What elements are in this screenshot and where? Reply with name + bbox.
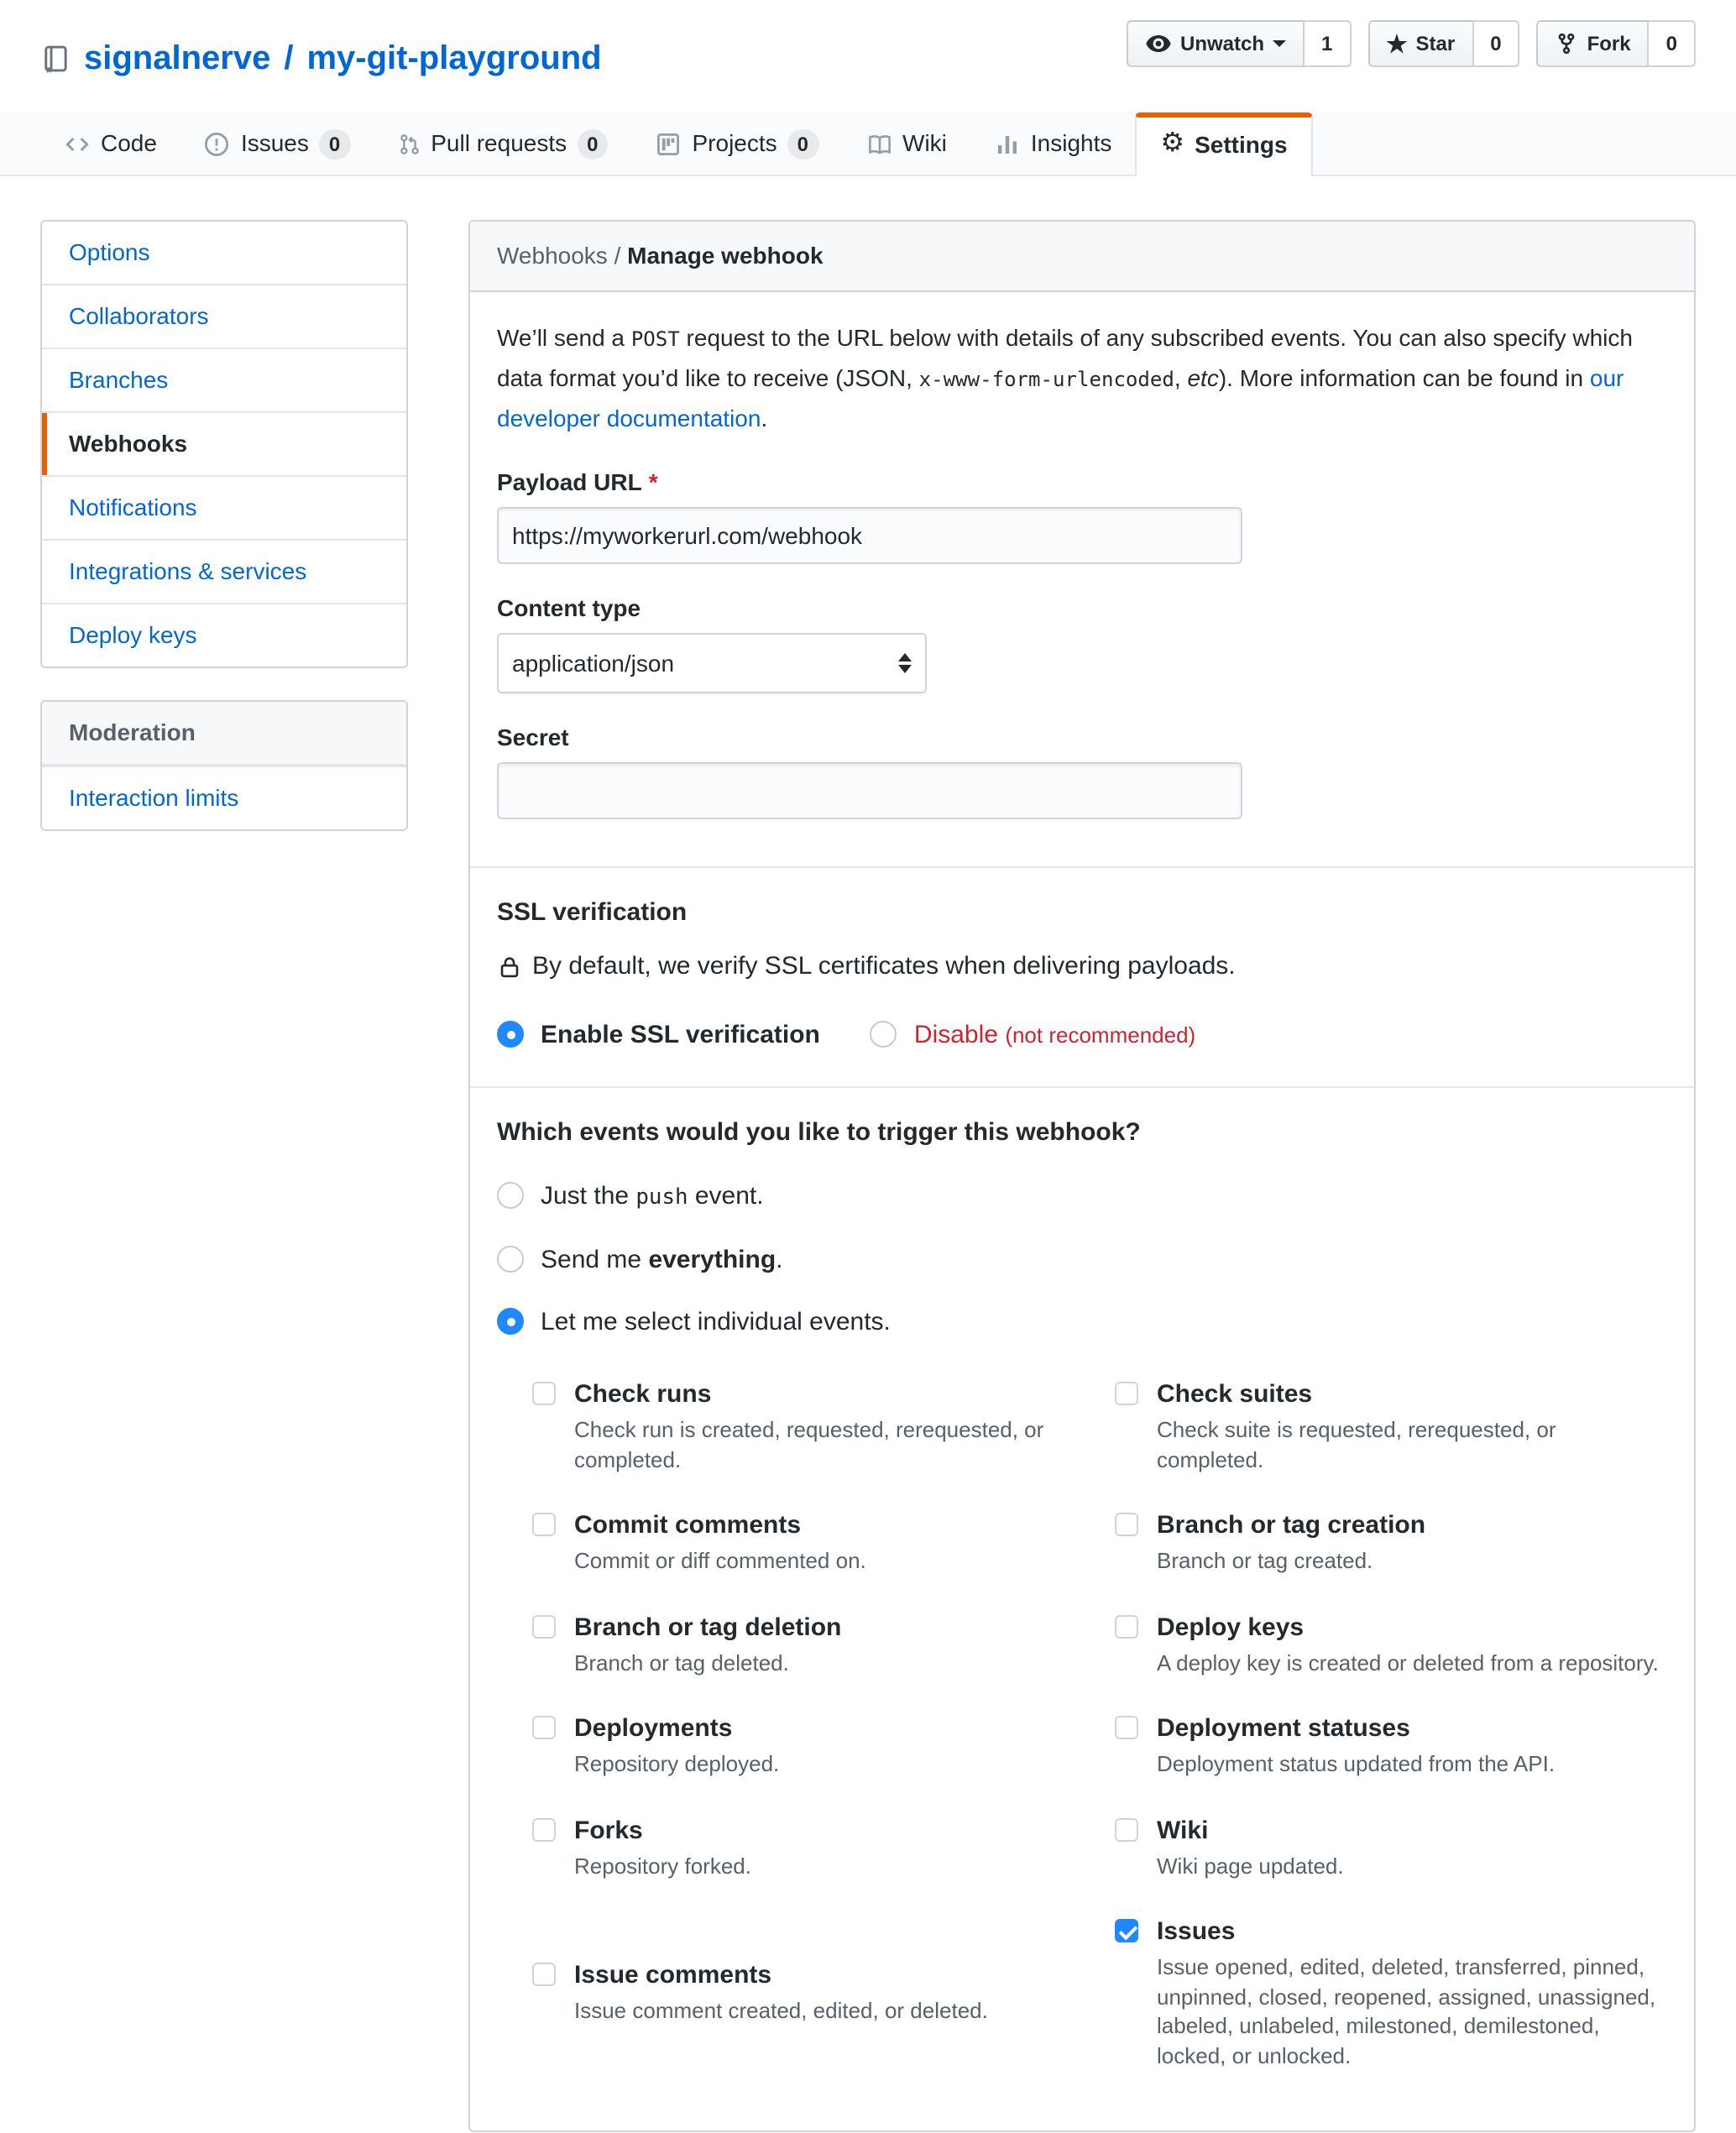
checkbox-icon <box>1115 1383 1138 1406</box>
repo-owner-link[interactable]: signalnerve <box>84 40 271 78</box>
etc-italic: etc <box>1187 364 1219 392</box>
ssl-note: By default, we verify SSL certificates when delivering payloads. <box>497 949 1667 985</box>
issue-icon <box>204 131 231 158</box>
event-forks[interactable]: Forks Repository forked. <box>532 1813 1085 1881</box>
radio-icon <box>497 1183 524 1210</box>
moderation-heading: Moderation <box>42 703 406 766</box>
ssl-heading: SSL verification <box>497 898 688 928</box>
sidebar-item-webhooks[interactable]: Webhooks <box>42 412 406 476</box>
settings-menu <box>40 221 408 669</box>
forks-count[interactable]: 0 <box>1648 20 1696 67</box>
moderation-menu <box>40 701 408 832</box>
event-check-runs[interactable]: Check runs Check run is created, requested, rerequested, or completed. <box>532 1378 1085 1475</box>
event-deployments[interactable]: Deployments Repository deployed. <box>532 1712 1085 1780</box>
event-issue-comments[interactable]: Issue comments Issue comment created, edited, or deleted. <box>532 1958 1085 2071</box>
lock-icon <box>497 954 522 980</box>
sidebar-item-deploy-keys[interactable]: Deploy keys <box>42 604 406 667</box>
fork-group <box>1537 20 1696 67</box>
ssl-disable-label: Disable <box>913 1021 998 1050</box>
ssl-enable-label: Enable SSL verification <box>541 1021 820 1050</box>
webhook-panel <box>468 221 1696 2133</box>
repo-name-link[interactable]: my-git-playground <box>306 40 602 78</box>
repo-separator: / <box>284 40 294 78</box>
checkbox-icon <box>532 1717 556 1740</box>
event-wiki[interactable]: Wiki Wiki page updated. <box>1115 1813 1667 1881</box>
urlencoded-code: x-www-form-urlencoded <box>918 368 1174 392</box>
radio-icon <box>871 1022 897 1048</box>
checkbox-icon <box>532 1963 556 1987</box>
post-code: POST <box>630 327 680 352</box>
issues-count-badge: 0 <box>319 129 350 159</box>
select-arrows-icon <box>898 654 912 674</box>
event-branch-tag-creation[interactable]: Branch or tag creation Branch or tag created. <box>1115 1508 1667 1576</box>
payload-url-input[interactable] <box>497 508 1242 565</box>
tab-pull-requests-label: Pull requests <box>431 129 567 157</box>
tab-insights[interactable] <box>970 113 1136 175</box>
tab-pull-requests[interactable] <box>374 113 631 175</box>
unwatch-label: Unwatch <box>1180 32 1265 55</box>
breadcrumb-webhooks-link[interactable]: Webhooks <box>497 242 608 269</box>
graph-icon <box>994 131 1021 158</box>
tab-issues[interactable] <box>180 113 374 175</box>
book-icon <box>865 131 892 158</box>
event-commit-comments[interactable]: Commit comments Commit or diff commented on. <box>532 1508 1085 1576</box>
repo-actions <box>1127 20 1696 67</box>
ssl-enable-radio[interactable] <box>497 1018 820 1053</box>
tab-code[interactable] <box>40 113 180 175</box>
code-icon <box>64 131 91 158</box>
required-asterisk: * <box>648 468 658 496</box>
content-type-select[interactable] <box>497 634 927 694</box>
content-container <box>0 221 1736 2133</box>
tab-projects[interactable] <box>632 113 843 175</box>
payload-url-label: Payload URL * <box>497 468 658 496</box>
tab-wiki-label: Wiki <box>902 129 947 157</box>
projects-count-badge: 0 <box>787 129 818 159</box>
ssl-disable-note: (not recommended) <box>1005 1022 1196 1048</box>
breadcrumb <box>470 222 1694 293</box>
pull-requests-count-badge: 0 <box>577 129 608 159</box>
checkbox-icon <box>532 1818 556 1842</box>
project-icon <box>656 131 682 158</box>
checkbox-icon <box>1115 1818 1138 1842</box>
repo-icon <box>40 44 71 75</box>
secret-input[interactable] <box>497 763 1242 820</box>
tab-issues-label: Issues <box>240 129 309 157</box>
checkbox-icon <box>1115 1920 1138 1943</box>
tab-insights-label: Insights <box>1030 129 1112 157</box>
fork-label: Fork <box>1587 32 1631 55</box>
page-head <box>0 0 1736 177</box>
event-deployment-statuses[interactable]: Deployment statuses Deployment status updated from the API. <box>1115 1712 1667 1780</box>
checkbox-icon <box>532 1383 556 1406</box>
eye-icon <box>1145 30 1172 57</box>
event-checkbox-grid <box>532 1378 1667 2104</box>
radio-icon <box>497 1247 524 1273</box>
watch-group <box>1127 20 1351 67</box>
push-code: push <box>635 1185 688 1211</box>
tab-projects-label: Projects <box>692 129 777 157</box>
pull-request-icon <box>397 131 421 158</box>
checkbox-icon <box>532 1615 556 1639</box>
star-label: Star <box>1415 32 1456 55</box>
event-check-suites[interactable]: Check suites Check suite is requested, rerequested, or completed. <box>1115 1378 1667 1475</box>
content-type-value: application/json <box>512 650 675 677</box>
ssl-section <box>470 867 1694 1087</box>
sidebar-item-options[interactable]: Options <box>69 238 150 266</box>
stars-count[interactable]: 0 <box>1472 20 1519 67</box>
event-branch-tag-deletion[interactable]: Branch or tag deletion Branch or tag deleted. <box>532 1610 1085 1678</box>
breadcrumb-separator: / <box>607 242 628 269</box>
star-group <box>1367 20 1519 67</box>
sidebar-item-interaction-limits[interactable]: Interaction limits <box>42 766 406 830</box>
tab-wiki[interactable] <box>842 113 970 175</box>
events-option-push[interactable]: Just the push event. <box>497 1179 1667 1216</box>
checkbox-icon <box>532 1513 556 1537</box>
checkbox-icon <box>1115 1717 1138 1740</box>
sidebar-item-collaborators[interactable]: Collaborators <box>42 285 406 348</box>
secret-label: Secret <box>497 724 569 751</box>
events-option-individual[interactable]: Let me select individual events. <box>497 1305 1667 1341</box>
fork-button[interactable] <box>1537 20 1648 67</box>
events-section <box>470 1087 1694 2131</box>
sidebar-item-branches[interactable]: Branches <box>42 348 406 412</box>
webhook-description: We’ll send a POST request to the URL below with details of any subscribed events. You can also specify which data format you’d like to receive (JSON, x-www-form-urlencoded, etc). More information can be found in our developer documentation. <box>497 324 1633 432</box>
tab-code-label: Code <box>101 129 157 157</box>
settings-sidebar <box>40 221 408 832</box>
star-icon: ★ <box>1386 30 1408 57</box>
tab-settings-label: Settings <box>1195 130 1288 158</box>
watchers-count[interactable]: 1 <box>1303 20 1351 67</box>
sidebar-item-integrations[interactable]: Integrations & services <box>42 540 406 604</box>
breadcrumb-current: Manage webhook <box>627 242 824 269</box>
event-deploy-keys[interactable]: Deploy keys A deploy key is created or deleted from a repository. <box>1115 1610 1667 1678</box>
star-button[interactable] <box>1367 20 1472 67</box>
fork-icon <box>1556 30 1579 57</box>
radio-icon <box>497 1309 524 1336</box>
events-heading: Which events would you like to trigger this webhook? <box>497 1118 1141 1148</box>
content-type-label: Content type <box>497 594 641 622</box>
developer-docs-link[interactable]: our developer documentation <box>497 364 1624 432</box>
unwatch-button[interactable] <box>1127 20 1303 67</box>
radio-icon <box>497 1022 524 1048</box>
events-option-everything[interactable]: Send me everything. <box>497 1243 1667 1278</box>
repo-nav <box>0 113 1736 177</box>
checkbox-icon <box>1115 1513 1138 1537</box>
ssl-options <box>497 1018 1667 1053</box>
gear-icon: ⚙ <box>1160 129 1185 159</box>
ssl-disable-radio[interactable] <box>871 1018 1195 1053</box>
checkbox-icon <box>1115 1615 1138 1639</box>
chevron-down-icon <box>1273 40 1286 54</box>
tab-settings[interactable] <box>1135 113 1312 177</box>
sidebar-item-notifications[interactable]: Notifications <box>42 476 406 540</box>
event-issues[interactable]: Issues Issue opened, edited, deleted, transferred, pinned, unpinned, closed, reopened, assigned, unassigned, labeled, unlabeled, milestoned, demilestoned, locked, or unlocked. <box>1115 1915 1667 2071</box>
webhook-form-section <box>470 293 1694 867</box>
